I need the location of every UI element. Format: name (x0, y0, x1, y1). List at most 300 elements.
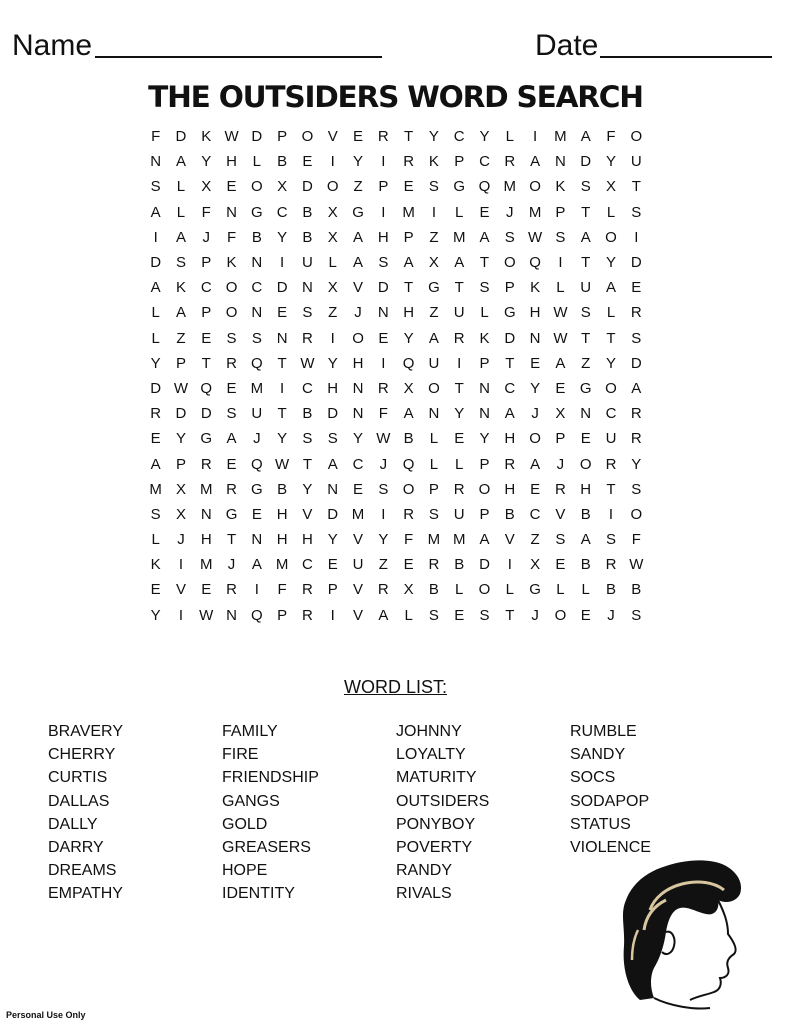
grid-letter[interactable]: I (153, 228, 158, 246)
grid-letter[interactable]: K (428, 153, 439, 171)
grid-letter[interactable]: T (302, 455, 313, 473)
grid-letter[interactable]: S (555, 228, 566, 246)
grid-letter[interactable]: W (528, 228, 543, 246)
grid-letter[interactable]: T (581, 254, 591, 272)
grid-letter[interactable]: T (277, 354, 287, 372)
grid-letter[interactable]: L (176, 203, 186, 221)
grid-letter[interactable]: O (579, 455, 592, 473)
grid-letter[interactable]: M (275, 556, 289, 574)
grid-letter[interactable]: R (377, 379, 389, 397)
grid-letter[interactable]: U (630, 153, 642, 171)
grid-letter[interactable]: G (579, 379, 592, 397)
grid-letter[interactable]: A (175, 304, 186, 322)
grid-letter[interactable]: T (454, 279, 464, 297)
grid-letter[interactable]: N (529, 329, 541, 347)
grid-letter[interactable]: L (151, 329, 160, 347)
grid-letter[interactable]: T (404, 128, 414, 146)
grid-letter[interactable]: T (454, 379, 464, 397)
grid-letter[interactable]: O (478, 480, 491, 498)
grid-letter[interactable]: B (428, 581, 439, 599)
grid-letter[interactable]: N (377, 304, 389, 322)
grid-letter[interactable]: C (302, 379, 313, 397)
grid-letter[interactable]: B (302, 203, 313, 221)
grid-letter[interactable]: V (353, 531, 364, 549)
grid-letter[interactable]: K (175, 279, 186, 297)
grid-letter[interactable]: R (630, 430, 642, 448)
grid-letter[interactable]: U (352, 556, 364, 574)
grid-letter[interactable]: T (277, 405, 287, 423)
grid-letter[interactable]: S (555, 531, 566, 549)
grid-letter[interactable]: E (201, 329, 212, 347)
grid-letter[interactable]: O (478, 581, 491, 599)
grid-letter[interactable]: I (608, 505, 614, 523)
grid-letter[interactable]: Y (277, 228, 288, 246)
grid-letter[interactable]: L (505, 581, 514, 599)
grid-letter[interactable]: C (352, 455, 364, 473)
grid-letter[interactable]: N (251, 304, 263, 322)
grid-letter[interactable]: T (606, 329, 616, 347)
grid-letter[interactable]: O (529, 178, 541, 196)
grid-letter[interactable]: L (606, 304, 616, 322)
grid-letter[interactable]: A (605, 279, 616, 297)
grid-letter[interactable]: R (403, 153, 415, 171)
grid-letter[interactable]: L (328, 254, 337, 272)
grid-letter[interactable]: K (479, 329, 490, 347)
grid-letter[interactable]: I (178, 556, 184, 574)
grid-letter[interactable]: R (605, 455, 617, 473)
grid-letter[interactable]: D (479, 556, 490, 574)
grid-letter[interactable]: K (226, 254, 237, 272)
grid-letter[interactable]: E (403, 556, 414, 574)
grid-letter[interactable]: R (403, 505, 415, 523)
grid-letter[interactable]: I (507, 556, 512, 574)
grid-letter[interactable]: D (580, 153, 592, 171)
grid-letter[interactable]: W (173, 379, 189, 397)
grid-letter[interactable]: A (580, 128, 591, 146)
grid-letter[interactable]: U (453, 505, 465, 523)
grid-letter[interactable]: T (581, 203, 591, 221)
grid-letter[interactable]: A (580, 531, 591, 549)
grid-letter[interactable]: Y (403, 329, 414, 347)
grid-letter[interactable]: P (403, 228, 414, 246)
grid-letter[interactable]: A (353, 254, 364, 272)
grid-letter[interactable]: N (150, 153, 162, 171)
grid-letter[interactable]: I (280, 254, 285, 272)
grid-letter[interactable]: R (226, 354, 237, 372)
grid-letter[interactable]: Z (530, 531, 540, 549)
grid-letter[interactable]: V (353, 581, 364, 599)
grid-letter[interactable]: G (428, 279, 440, 297)
grid-letter[interactable]: V (353, 279, 364, 297)
grid-letter[interactable]: C (251, 279, 263, 297)
grid-letter[interactable]: H (352, 354, 364, 372)
grid-letter[interactable]: A (353, 228, 364, 246)
grid-letter[interactable]: Y (277, 430, 288, 448)
grid-letter[interactable]: S (631, 329, 642, 347)
grid-letter[interactable]: D (377, 279, 389, 297)
grid-letter[interactable]: S (327, 430, 338, 448)
grid-letter[interactable]: P (327, 581, 338, 599)
grid-letter[interactable]: F (378, 405, 388, 423)
grid-letter[interactable]: A (150, 455, 161, 473)
grid-letter[interactable]: Y (605, 153, 616, 171)
grid-letter[interactable]: R (377, 581, 389, 599)
grid-letter[interactable]: R (428, 556, 440, 574)
grid-letter[interactable]: O (630, 505, 643, 523)
grid-letter[interactable]: A (175, 153, 186, 171)
grid-letter[interactable]: C (605, 405, 617, 423)
grid-letter[interactable]: N (276, 329, 288, 347)
grid-letter[interactable]: G (529, 581, 541, 599)
grid-letter[interactable]: J (506, 203, 514, 221)
grid-letter[interactable]: H (504, 480, 516, 498)
grid-letter[interactable]: L (151, 531, 160, 549)
grid-letter[interactable]: N (479, 405, 490, 423)
grid-letter[interactable]: E (631, 279, 642, 297)
grid-letter[interactable]: A (150, 203, 161, 221)
grid-letter[interactable]: G (251, 480, 263, 498)
grid-letter[interactable]: L (606, 203, 616, 221)
grid-letter[interactable]: M (351, 505, 365, 523)
grid-letter[interactable]: O (251, 178, 263, 196)
grid-letter[interactable]: E (353, 480, 364, 498)
grid-letter[interactable]: D (150, 379, 162, 397)
grid-letter[interactable]: B (605, 581, 616, 599)
grid-letter[interactable]: P (201, 304, 212, 322)
grid-letter[interactable]: M (250, 379, 264, 397)
grid-letter[interactable]: D (630, 354, 642, 372)
grid-letter[interactable]: W (376, 430, 391, 448)
grid-letter[interactable]: L (480, 304, 489, 322)
grid-letter[interactable]: K (530, 279, 541, 297)
grid-letter[interactable]: M (554, 128, 567, 146)
grid-letter[interactable]: E (580, 430, 591, 448)
grid-letter[interactable]: T (505, 606, 515, 624)
grid-letter[interactable]: R (630, 405, 642, 423)
grid-letter[interactable]: Y (327, 354, 338, 372)
grid-letter[interactable]: A (454, 254, 465, 272)
grid-letter[interactable]: Y (631, 455, 642, 473)
grid-letter[interactable]: B (302, 228, 313, 246)
grid-letter[interactable]: A (504, 405, 515, 423)
grid-letter[interactable]: J (227, 556, 236, 574)
grid-letter[interactable]: H (276, 531, 288, 549)
grid-letter[interactable]: R (605, 556, 617, 574)
grid-letter[interactable]: E (327, 556, 338, 574)
grid-letter[interactable]: J (531, 405, 539, 423)
grid-letter[interactable]: B (631, 581, 642, 599)
grid-letter[interactable]: N (352, 379, 364, 397)
grid-letter[interactable]: V (302, 505, 313, 523)
grid-letter[interactable]: A (530, 153, 541, 171)
grid-letter[interactable]: P (277, 606, 288, 624)
grid-letter[interactable]: E (580, 606, 591, 624)
grid-letter[interactable]: I (431, 203, 436, 221)
grid-letter[interactable]: S (479, 279, 490, 297)
grid-letter[interactable]: A (226, 430, 237, 448)
grid-letter[interactable]: P (479, 505, 490, 523)
grid-letter[interactable]: P (201, 254, 212, 272)
grid-letter[interactable]: N (200, 505, 212, 523)
grid-letter[interactable]: T (581, 329, 591, 347)
grid-letter[interactable]: B (251, 228, 262, 246)
grid-letter[interactable]: E (226, 178, 237, 196)
grid-letter[interactable]: M (199, 480, 213, 498)
grid-letter[interactable]: S (605, 531, 616, 549)
grid-letter[interactable]: E (302, 153, 313, 171)
grid-letter[interactable]: E (555, 379, 566, 397)
grid-letter[interactable]: S (580, 178, 591, 196)
grid-letter[interactable]: D (175, 128, 187, 146)
grid-letter[interactable]: I (634, 228, 639, 246)
grid-letter[interactable]: E (277, 304, 288, 322)
grid-letter[interactable]: D (200, 405, 212, 423)
grid-letter[interactable]: B (580, 505, 591, 523)
grid-letter[interactable]: S (150, 505, 161, 523)
grid-letter[interactable]: Y (201, 153, 212, 171)
grid-letter[interactable]: D (504, 329, 516, 347)
grid-letter[interactable]: B (580, 556, 591, 574)
grid-letter[interactable]: T (479, 254, 490, 272)
grid-letter[interactable]: X (428, 254, 439, 272)
grid-letter[interactable]: B (454, 556, 465, 574)
grid-letter[interactable]: I (330, 153, 335, 171)
grid-letter[interactable]: R (377, 128, 389, 146)
grid-letter[interactable]: T (606, 480, 616, 498)
grid-letter[interactable]: I (533, 128, 538, 146)
grid-letter[interactable]: M (427, 531, 441, 549)
grid-letter[interactable]: D (630, 254, 642, 272)
grid-letter[interactable]: L (176, 178, 186, 196)
grid-letter[interactable]: O (301, 128, 314, 146)
grid-letter[interactable]: L (404, 606, 413, 624)
grid-letter[interactable]: W (275, 455, 290, 473)
grid-letter[interactable]: O (605, 228, 617, 246)
grid-letter[interactable]: I (254, 581, 259, 599)
grid-letter[interactable]: X (277, 178, 288, 196)
grid-letter[interactable]: V (555, 505, 566, 523)
grid-letter[interactable]: H (529, 304, 541, 322)
grid-letter[interactable]: H (200, 531, 212, 549)
grid-letter[interactable]: O (225, 279, 238, 297)
grid-letter[interactable]: P (454, 153, 465, 171)
grid-letter[interactable]: A (479, 228, 490, 246)
grid-letter[interactable]: V (504, 531, 515, 549)
grid-letter[interactable]: T (505, 354, 515, 372)
grid-letter[interactable]: Q (402, 354, 415, 372)
grid-letter[interactable]: L (455, 581, 464, 599)
grid-letter[interactable]: F (201, 203, 211, 221)
grid-letter[interactable]: E (454, 430, 465, 448)
grid-letter[interactable]: P (378, 178, 389, 196)
grid-letter[interactable]: Y (150, 354, 161, 372)
grid-letter[interactable]: E (530, 354, 541, 372)
grid-letter[interactable]: G (225, 505, 238, 523)
grid-letter[interactable]: F (226, 228, 237, 246)
grid-letter[interactable]: J (202, 228, 210, 246)
grid-letter[interactable]: I (330, 606, 335, 624)
grid-letter[interactable]: K (150, 556, 161, 574)
grid-letter[interactable]: S (251, 329, 262, 347)
grid-letter[interactable]: U (453, 304, 465, 322)
grid-letter[interactable]: D (251, 128, 263, 146)
grid-letter[interactable]: X (201, 178, 212, 196)
grid-letter[interactable]: J (177, 531, 185, 549)
grid-letter[interactable]: B (504, 505, 515, 523)
grid-letter[interactable]: O (428, 379, 440, 397)
grid-letter[interactable]: R (630, 304, 642, 322)
grid-letter[interactable]: Q (478, 178, 491, 196)
grid-letter[interactable]: J (253, 430, 261, 448)
grid-letter[interactable]: Y (454, 405, 465, 423)
grid-letter[interactable]: J (379, 455, 388, 473)
grid-letter[interactable]: C (200, 279, 212, 297)
grid-letter[interactable]: Q (251, 354, 263, 372)
grid-letter[interactable]: O (529, 430, 541, 448)
grid-letter[interactable]: N (428, 405, 440, 423)
grid-letter[interactable]: R (554, 480, 566, 498)
grid-letter[interactable]: K (555, 178, 566, 196)
grid-letter[interactable]: T (201, 354, 211, 372)
grid-letter[interactable]: A (530, 455, 541, 473)
grid-letter[interactable]: Y (302, 480, 313, 498)
grid-letter[interactable]: U (302, 254, 313, 272)
grid-letter[interactable]: E (226, 455, 237, 473)
grid-letter[interactable]: E (555, 556, 566, 574)
grid-letter[interactable]: N (554, 153, 566, 171)
grid-letter[interactable]: E (150, 581, 161, 599)
grid-letter[interactable]: Z (429, 228, 439, 246)
grid-letter[interactable]: M (503, 178, 517, 196)
grid-letter[interactable]: X (605, 178, 616, 196)
grid-letter[interactable]: D (150, 254, 162, 272)
grid-letter[interactable]: J (354, 304, 362, 322)
grid-letter[interactable]: R (504, 153, 516, 171)
grid-letter[interactable]: S (378, 254, 389, 272)
grid-letter[interactable]: R (226, 581, 237, 599)
grid-letter[interactable]: N (302, 279, 313, 297)
date-line[interactable] (600, 56, 772, 58)
grid-letter[interactable]: S (428, 606, 439, 624)
grid-letter[interactable]: Q (402, 455, 415, 473)
grid-letter[interactable]: D (175, 405, 187, 423)
grid-letter[interactable]: Z (581, 354, 591, 372)
grid-letter[interactable]: P (428, 480, 439, 498)
grid-letter[interactable]: U (251, 405, 263, 423)
grid-letter[interactable]: E (479, 203, 490, 221)
grid-letter[interactable]: X (530, 556, 541, 574)
grid-letter[interactable]: F (277, 581, 287, 599)
grid-letter[interactable]: R (200, 455, 212, 473)
grid-letter[interactable]: S (302, 430, 313, 448)
grid-letter[interactable]: I (381, 505, 386, 523)
grid-letter[interactable]: M (402, 203, 415, 221)
grid-letter[interactable]: C (453, 128, 465, 146)
grid-letter[interactable]: A (327, 455, 338, 473)
grid-letter[interactable]: Z (429, 304, 439, 322)
grid-letter[interactable]: R (453, 480, 465, 498)
grid-letter[interactable]: H (580, 480, 592, 498)
grid-letter[interactable]: N (479, 379, 490, 397)
grid-letter[interactable]: I (178, 606, 184, 624)
grid-letter[interactable]: P (479, 354, 490, 372)
grid-letter[interactable]: N (327, 480, 339, 498)
grid-letter[interactable]: Y (353, 153, 364, 171)
grid-letter[interactable]: U (428, 354, 440, 372)
grid-letter[interactable]: D (276, 279, 288, 297)
grid-letter[interactable]: H (504, 430, 516, 448)
grid-letter[interactable]: N (251, 254, 263, 272)
name-line[interactable] (95, 56, 382, 58)
grid-letter[interactable]: G (453, 178, 466, 196)
grid-letter[interactable]: N (251, 531, 263, 549)
grid-letter[interactable]: L (151, 304, 160, 322)
grid-letter[interactable]: I (558, 254, 563, 272)
grid-letter[interactable]: S (226, 405, 237, 423)
grid-letter[interactable]: K (201, 128, 212, 146)
grid-letter[interactable]: Q (200, 379, 213, 397)
grid-letter[interactable]: E (251, 505, 262, 523)
grid-letter[interactable]: S (631, 606, 642, 624)
grid-letter[interactable]: Y (605, 254, 616, 272)
grid-letter[interactable]: A (631, 379, 642, 397)
grid-letter[interactable]: Y (428, 128, 439, 146)
grid-letter[interactable]: S (428, 178, 439, 196)
grid-letter[interactable]: L (455, 455, 464, 473)
grid-letter[interactable]: T (226, 531, 237, 549)
grid-letter[interactable]: E (201, 581, 212, 599)
grid-letter[interactable]: A (175, 228, 186, 246)
grid-letter[interactable]: S (631, 203, 642, 221)
grid-letter[interactable]: C (276, 203, 288, 221)
grid-letter[interactable]: C (504, 379, 516, 397)
grid-letter[interactable]: S (631, 480, 642, 498)
grid-letter[interactable]: A (403, 254, 414, 272)
grid-letter[interactable]: R (504, 455, 516, 473)
grid-letter[interactable]: C (302, 556, 313, 574)
grid-letter[interactable]: X (327, 279, 338, 297)
grid-letter[interactable]: A (479, 531, 490, 549)
grid-letter[interactable]: N (580, 405, 592, 423)
grid-letter[interactable]: R (453, 329, 465, 347)
grid-letter[interactable]: S (580, 304, 591, 322)
grid-letter[interactable]: B (277, 153, 288, 171)
grid-letter[interactable]: Q (251, 606, 263, 624)
grid-letter[interactable]: W (300, 354, 315, 372)
grid-letter[interactable]: A (580, 228, 591, 246)
grid-letter[interactable]: Y (353, 430, 364, 448)
grid-letter[interactable]: B (403, 430, 414, 448)
grid-letter[interactable]: E (454, 606, 465, 624)
grid-letter[interactable]: N (352, 405, 364, 423)
grid-letter[interactable]: S (504, 228, 515, 246)
grid-letter[interactable]: B (302, 405, 313, 423)
grid-letter[interactable]: P (175, 354, 186, 372)
grid-letter[interactable]: N (226, 606, 237, 624)
grid-letter[interactable]: I (457, 354, 462, 372)
grid-letter[interactable]: H (226, 153, 237, 171)
grid-letter[interactable]: L (429, 455, 439, 473)
grid-letter[interactable]: S (428, 505, 439, 523)
grid-letter[interactable]: O (503, 254, 516, 272)
grid-letter[interactable]: A (428, 329, 439, 347)
grid-letter[interactable]: X (175, 480, 186, 498)
grid-letter[interactable]: A (150, 279, 161, 297)
grid-letter[interactable]: H (327, 379, 339, 397)
grid-letter[interactable]: R (226, 480, 237, 498)
grid-letter[interactable]: S (150, 178, 161, 196)
grid-letter[interactable]: W (553, 304, 568, 322)
